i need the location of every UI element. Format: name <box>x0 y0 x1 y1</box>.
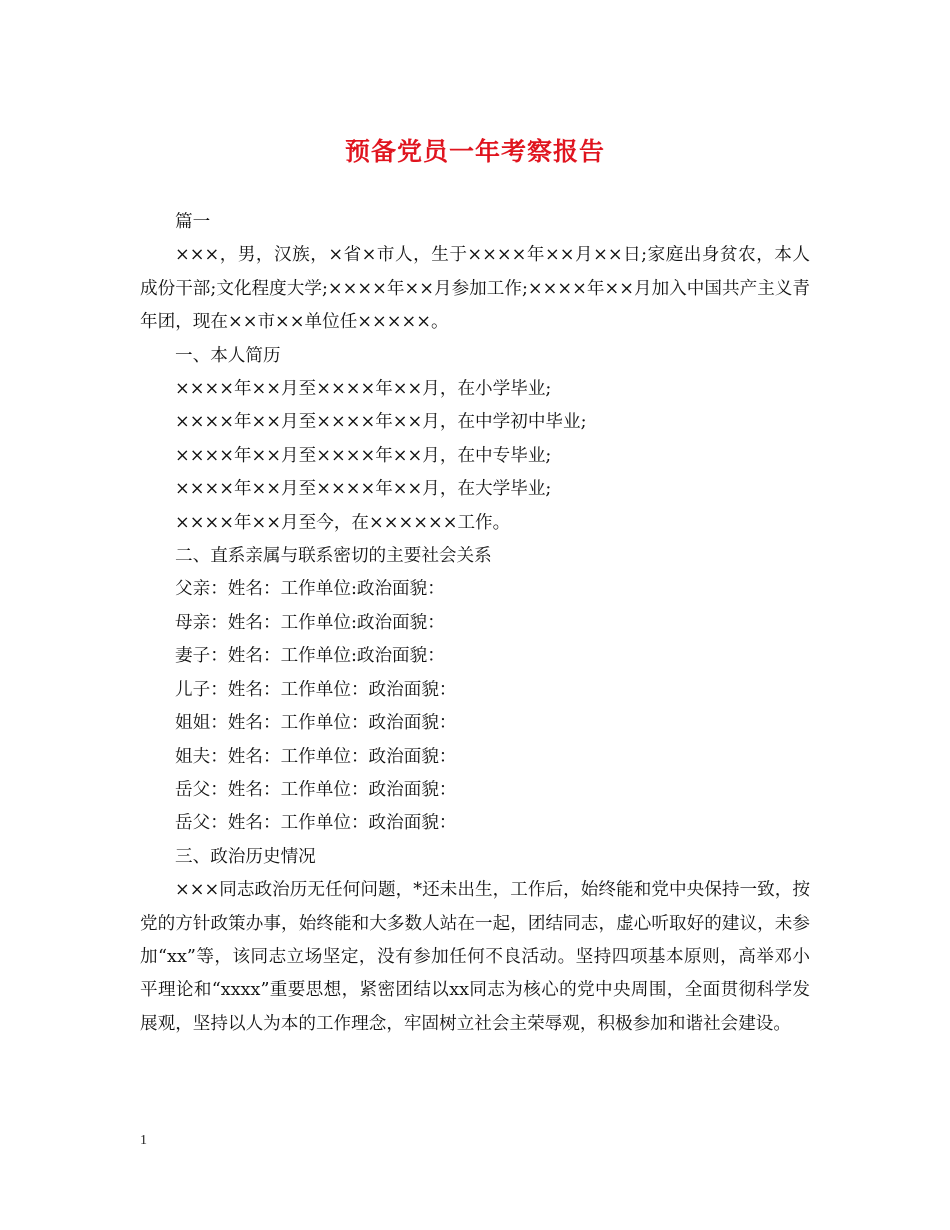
history-heading: 三、政治历史情况 <box>175 846 316 867</box>
resume-heading: 一、本人简历 <box>175 345 281 366</box>
document-title: 预备党员一年考察报告 <box>344 137 605 166</box>
document-body <box>140 206 810 1041</box>
relation-item: 姐姐：姓名：工作单位：政治面貌： <box>175 713 457 734</box>
relation-item: 母亲：姓名：工作单位:政治面貌： <box>175 612 445 633</box>
page-number: 1 <box>140 1133 147 1148</box>
resume-item: ××××年××月至××××年××月，在小学毕业; <box>175 379 552 400</box>
resume-item: ××××年××月至今，在××××××工作。 <box>175 512 511 533</box>
relation-item: 儿子：姓名：工作单位：政治面貌： <box>175 679 457 700</box>
relation-item: 父亲：姓名：工作单位:政治面貌： <box>175 579 445 600</box>
intro-paragraph: ×××，男，汉族，×省×市人，生于××××年××月××日;家庭出身贫农，本人成份干部;文化程度大学;××××年××月参加工作;××××年××月加入中国共产主义青年团，现在××市××单位任×××××。 <box>140 245 810 333</box>
resume-item: ××××年××月至××××年××月，在中学初中毕业; <box>175 412 587 433</box>
relation-item: 岳父：姓名：工作单位：政治面貌： <box>175 779 457 800</box>
section-label: 篇一 <box>175 212 211 232</box>
resume-item: ××××年××月至××××年××月，在中专毕业; <box>175 445 552 466</box>
history-paragraph: ×××同志政治历无任何问题，*还未出生，工作后，始终能和党中央保持一致，按党的方针政策办事，始终能和大多数人站在一起，团结同志，虚心听取好的建议，未参加“xx”等，该同志立场坚定，没有参加任何不良活动。坚持四项基本原则，高举邓小平理论和“xxxx”重要思想，紧密团结以xx同志为核心的党中央周围，全面贯彻科学发展观，坚持以人为本的工作理念，牢固树立社会主荣辱观，积极参加和谐社会建设。 <box>140 880 810 1034</box>
relations-heading: 二、直系亲属与联系密切的主要社会关系 <box>175 546 492 567</box>
relation-item: 岳父：姓名：工作单位：政治面貌： <box>175 813 457 834</box>
relation-item: 姐夫：姓名：工作单位：政治面貌： <box>175 746 457 767</box>
relation-item: 妻子：姓名：工作单位:政治面貌： <box>175 646 445 667</box>
resume-item: ××××年××月至××××年××月，在大学毕业; <box>175 479 552 500</box>
